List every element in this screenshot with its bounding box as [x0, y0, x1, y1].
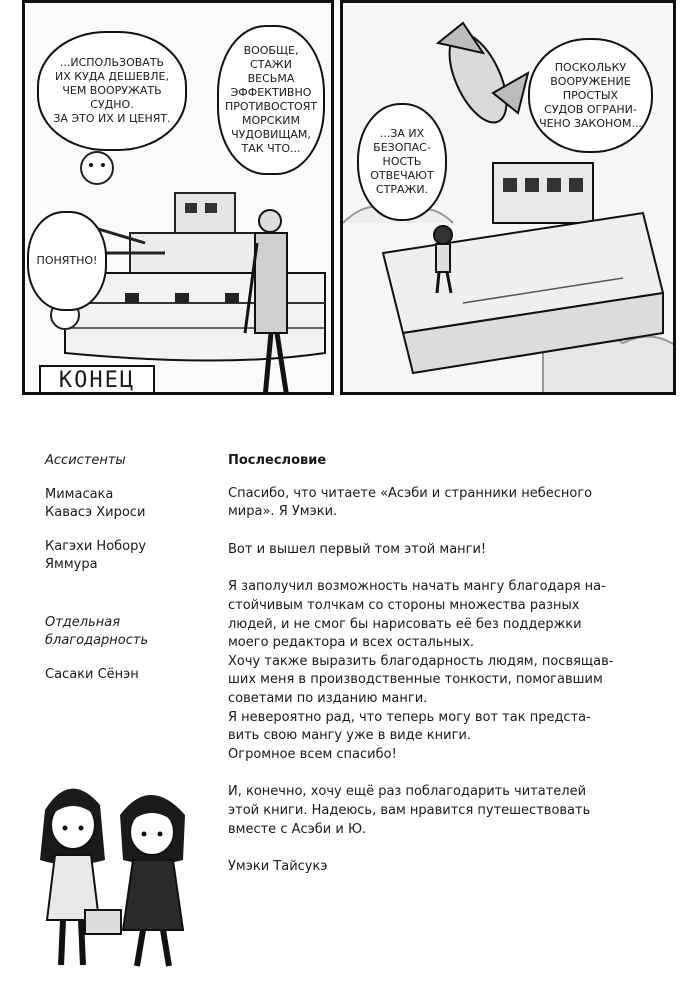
assistant-names-2: Кагэхи Нобору Яммура: [45, 539, 147, 572]
thanks-name: Сасаки Сёнэн: [45, 667, 139, 682]
afterword-paragraph-4: И, конечно, хочу ещё раз поблагодарить читателей этой книги. Надеюсь, вам нравится путешествовать вместе с Асэби и Ю.: [228, 784, 591, 837]
speech-bubble-monsters: ВООБЩЕ, СТАЖИ ВЕСЬМА ЭФФЕКТИВНО ПРОТИВОСТОЯТ МОРСКИМ ЧУДОВИЩАМ, ТАК ЧТО...: [217, 25, 325, 175]
speech-bubble-guards: ...ЗА ИХ БЕЗОПАС- НОСТЬ ОТВЕЧАЮТ СТРАЖИ.: [357, 103, 447, 221]
thanks-label: Отдельная благодарность: [45, 615, 149, 648]
comic-panel-left: [22, 0, 334, 395]
speech-bubble-cheaper: ...ИСПОЛЬЗОВАТЬ ИХ КУДА ДЕШЕВЛЕ, ЧЕМ ВООРУЖАТЬ СУДНО. ЗА ЭТО ИХ И ЦЕНЯТ.: [37, 31, 187, 151]
speech-bubble-understood: ПОНЯТНО!: [27, 211, 107, 311]
afterword-paragraph-2: Вот и вышел первый том этой манги!: [228, 541, 487, 557]
afterword-paragraph-3: Я заполучил возможность начать мангу благодаря на- стойчивым толчкам со стороны множества разных людей, и не смог бы нарисовать её без поддержки моего редактора и всех остальных. Хочу также выразить благодарность людям, посвящав- ших меня в производственные тонкости, помогавшим советами по изданию манги. Я невероятно рад, что теперь могу вот так предста- вить свою мангу уже в виде книги. Огромное всем спасибо!: [228, 579, 614, 762]
credits-column: [45, 452, 215, 684]
assistant-names-1: Мимасака Кавасэ Хироси: [45, 487, 146, 520]
assistants-label: Ассистенты: [45, 453, 126, 468]
comic-panel-right: [340, 0, 676, 395]
speech-bubble-weapons-law: ПОСКОЛЬКУ ВООРУЖЕНИЕ ПРОСТЫХ СУДОВ ОГРАНИ- ЧЕНО ЗАКОНОМ...: [528, 38, 653, 153]
end-label: КОНЕЦ: [39, 365, 155, 395]
afterword-signature: Умэки Тайсукэ: [228, 859, 328, 875]
afterword-paragraph-1: Спасибо, что читаете «Асэби и странники небесного мира». Я Умэки.: [228, 485, 593, 520]
chibi-characters-illustration: [25, 770, 205, 970]
afterword: [228, 452, 688, 896]
afterword-title: Послесловие: [228, 453, 327, 468]
